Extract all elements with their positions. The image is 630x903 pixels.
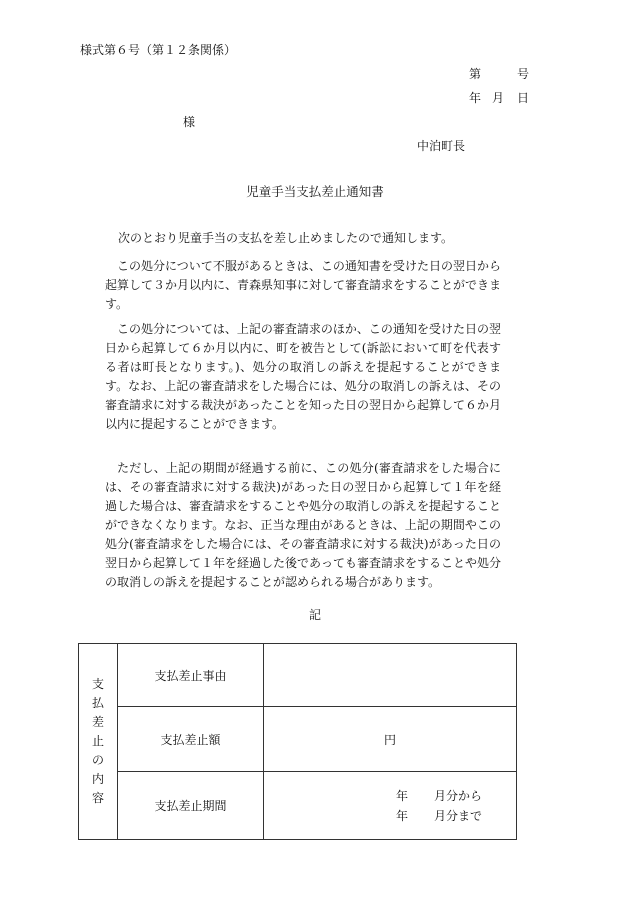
deadline-notice-paragraph: ただし、上記の期間が経過する前に、この処分(審査請求をした場合には、その審査請求に対する裁決)があった日の翌日から起算して１年を経過した場合は、審査請求をすることや処分の取消しの訴えを提起することができなくなります。なお、正当な理由があるときは、上記の期間やこの処分(審査請求をした場合には、その審査請求に対する裁決)があった日の翌日から起算して１年を経過した後であっても審査請求をすることや処分の取消しの訴えを提起することが認められる場合があります。 (105, 461, 502, 589)
date-day-label: 日 (517, 91, 530, 105)
table-row (79, 644, 517, 707)
period-to-year: 年 (396, 808, 409, 823)
side-label-char: 内 (91, 772, 104, 786)
side-label-char: 差 (91, 715, 104, 729)
side-label-vertical (79, 644, 118, 840)
period-from-month: 月分から (434, 788, 483, 803)
document-number-prefix: 第 (469, 67, 482, 81)
period-to-month: 月分まで (434, 808, 483, 823)
form-number: 様式第６号（第１２条関係） (80, 43, 237, 57)
side-label-char: 容 (91, 791, 104, 805)
side-label-char: 止 (91, 734, 104, 748)
table-row (79, 707, 517, 772)
intro-text: 次のとおり児童手当の支払を差し止めましたので通知します。 (118, 231, 454, 245)
document-title: 児童手当支払差止通知書 (246, 184, 384, 199)
amount-value[interactable]: 円 (264, 707, 517, 772)
period-value[interactable] (264, 772, 517, 840)
amount-label: 支払差止額 (118, 707, 264, 772)
reason-value[interactable] (264, 644, 517, 707)
side-label-char: 払 (91, 696, 104, 710)
addressee-honorific: 様 (183, 115, 196, 129)
side-label-char: の (91, 753, 104, 767)
ki-heading: 記 (308, 608, 321, 622)
period-from (264, 786, 516, 806)
issuer-name: 中泊町長 (417, 139, 466, 153)
period-from-year: 年 (396, 788, 409, 803)
date-month-label: 月 (492, 91, 505, 105)
period-label: 支払差止期間 (118, 772, 264, 840)
date-year-label: 年 (469, 91, 482, 105)
lawsuit-notice-paragraph: この処分については、上記の審査請求のほか、この通知を受けた日の翌日から起算して６か月以内に、町を被告として(訴訟において町を代表する者は町長となります。)、処分の取消しの訴えを提起することができます。なお、上記の審査請求をした場合には、処分の取消しの訴えは、その審査請求に対する裁決があったことを知った日の翌日から起算して６か月以内に提起することができます。 (105, 322, 501, 431)
table-row (79, 772, 517, 840)
side-label-char: 支 (91, 677, 104, 691)
appeal-notice-paragraph: この処分について不服があるときは、この通知書を受けた日の翌日から起算して３か月以内に、青森県知事に対して審査請求をすることができます。 (105, 259, 502, 311)
reason-label: 支払差止事由 (118, 644, 264, 707)
document-number-suffix: 号 (517, 67, 530, 81)
suspension-details-table (78, 643, 517, 840)
period-to (264, 806, 516, 826)
